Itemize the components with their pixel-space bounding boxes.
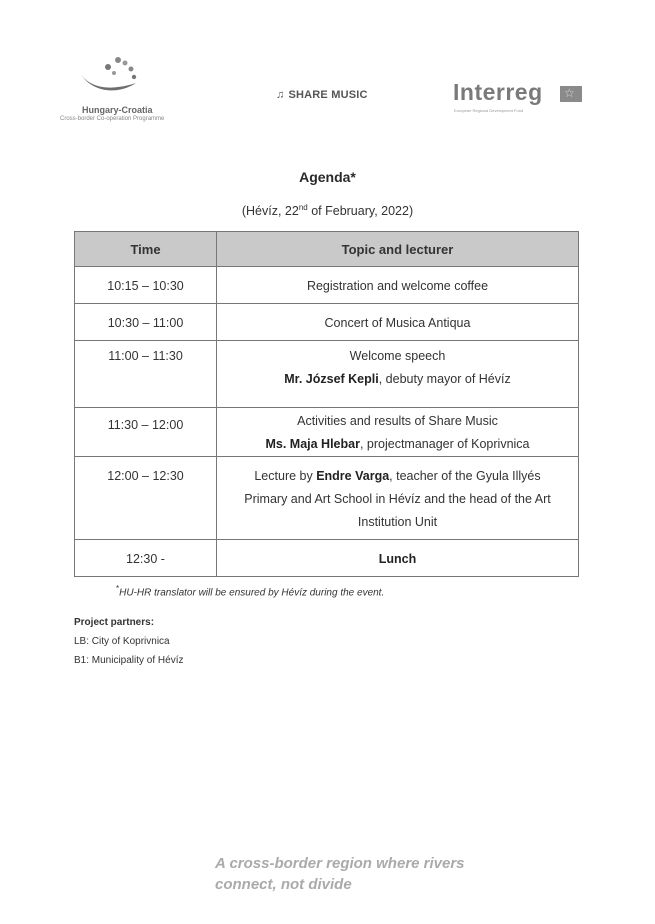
subtitle-sup: nd: [298, 203, 308, 212]
table-row: [75, 304, 579, 341]
subtitle-suffix: of February, 2022): [307, 204, 414, 219]
speaker-name: Ms. Maja Hlebar: [265, 437, 360, 451]
row-topic-line2: [217, 368, 578, 391]
row-time: 11:00 – 11:30: [108, 349, 183, 363]
interreg-logo: [453, 79, 583, 118]
speaker-role: , debuty mayor of Hévíz: [378, 372, 511, 386]
table-row: [75, 341, 579, 408]
row-time: 10:15 – 10:30: [107, 279, 184, 293]
hungary-croatia-logo: [60, 55, 190, 125]
partners-heading: Project partners:: [74, 617, 155, 628]
lunch-label: Lunch: [378, 552, 417, 566]
footnote-text: HU-HR translator will be ensured by Hévíz during the event.: [119, 587, 385, 599]
music-note-icon: ♫: [276, 89, 285, 101]
table-row: [75, 457, 579, 540]
interreg-label: Interreg: [453, 79, 543, 105]
hungary-croatia-logo-mark: [78, 55, 148, 103]
row-topic-line1: Welcome speech: [349, 349, 446, 363]
lecture-suffix: , teacher of the Gyula Illyés: [389, 469, 541, 483]
speaker-name: Mr. József Kepli: [284, 372, 379, 386]
row-time: 11:30 – 12:00: [107, 418, 184, 432]
table-header-row: [75, 232, 579, 267]
agenda-table: [74, 231, 579, 577]
slogan-line2: connect, not divide: [215, 876, 352, 893]
page-subtitle: [0, 203, 655, 218]
row-topic: [217, 341, 578, 391]
share-music-logo: [276, 89, 368, 101]
speaker-role: , projectmanager of Koprivnica: [359, 437, 530, 451]
row-topic: [217, 408, 578, 456]
interreg-subtitle: European Regional Development Fund: [454, 108, 524, 113]
row-topic-line2: [217, 433, 578, 456]
table-row: [75, 408, 579, 457]
row-topic: [217, 540, 578, 571]
row-topic-line1: Activities and results of Share Music: [297, 414, 498, 428]
row-topic-line3: Institution Unit: [357, 515, 438, 529]
hungary-croatia-title: Hungary-Croatia: [82, 105, 153, 115]
header-time: Time: [75, 232, 217, 267]
row-time: 10:30 – 11:00: [107, 316, 184, 330]
table-row: [75, 267, 579, 304]
hungary-croatia-subtitle: Cross-border Co-operation Programme: [60, 116, 165, 122]
slogan: [215, 853, 465, 895]
row-topic-line1: [217, 465, 578, 488]
subtitle-prefix: (Hévíz, 22: [241, 204, 299, 219]
row-time: 12:00 – 12:30: [107, 469, 184, 483]
row-topic: [217, 457, 578, 534]
footnote: [116, 584, 384, 598]
row-topic-line2: Primary and Art School in Hévíz and the head of the Art: [244, 492, 551, 506]
speaker-name: Endre Varga: [316, 469, 390, 483]
share-music-label: SHARE MUSIC: [288, 89, 368, 101]
project-partners: [74, 613, 184, 670]
header-topic: Topic and lecturer: [217, 232, 579, 267]
eu-flag-icon: ☆: [560, 86, 582, 102]
footnote-star: *: [116, 584, 120, 593]
slogan-line1: A cross-border region where rivers: [215, 855, 465, 872]
partner-item: B1: Municipality of Hévíz: [74, 655, 184, 666]
row-topic: Registration and welcome coffee: [306, 279, 489, 293]
row-topic: Concert of Musica Antiqua: [324, 316, 471, 330]
lecture-prefix: Lecture by: [254, 469, 317, 483]
table-row: [75, 540, 579, 577]
page-title: Agenda*: [299, 169, 356, 185]
partner-item: LB: City of Koprivnica: [74, 636, 170, 647]
row-time: 12:30 -: [126, 552, 165, 566]
